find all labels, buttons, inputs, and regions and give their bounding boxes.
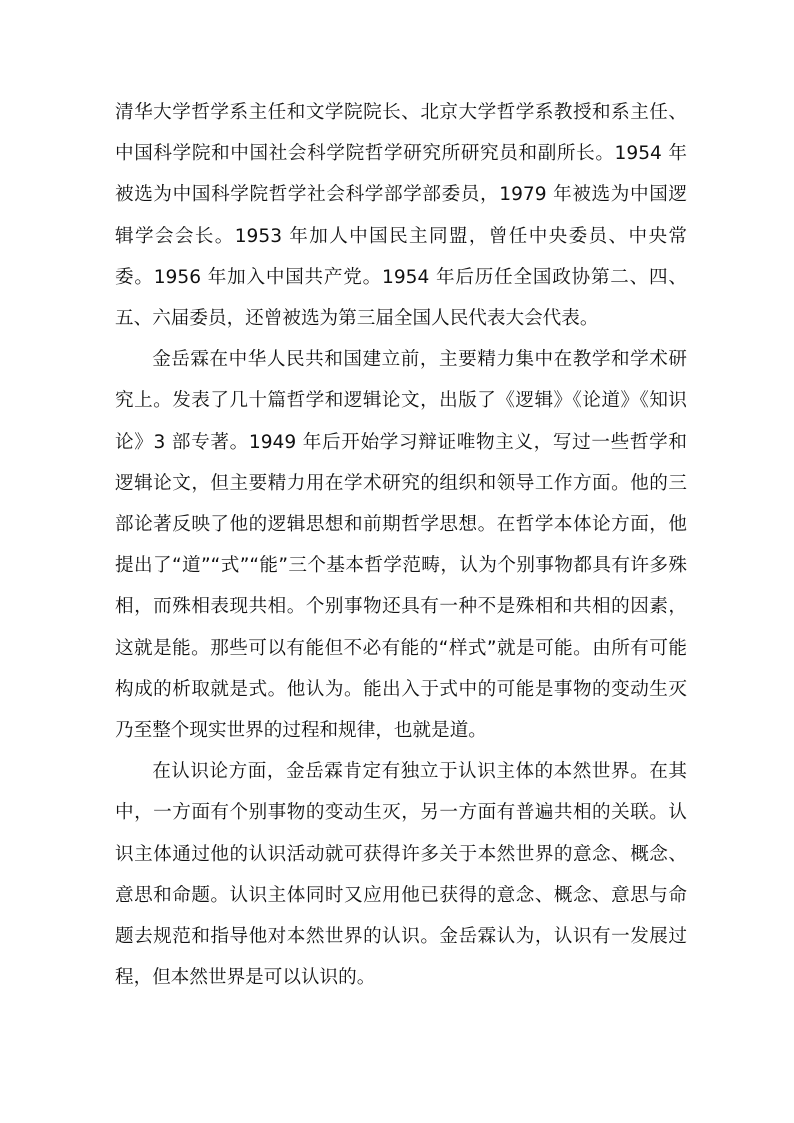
document-body bbox=[115, 92, 687, 998]
paragraph-2: 金岳霖在中华人民共和国建立前，主要精力集中在教学和学术研究上。发表了几十篇哲学和逻辑论文，出版了《逻辑》《论道》《知识论》3 部专著。1949 年后开始学习辩证唯物主义，写过一些哲学和逻辑论文，但主要精力用在学术研究的组织和领导工作方面。他的三部论著反映了他的逻辑思想和前期哲学思想。在哲学本体论方面，他提出了“道”“式”“能”三个基本哲学范畴，认为个别事物都具有许多殊相，而殊相表现共相。个别事物还具有一种不是殊相和共相的因素，这就是能。那些可以有能但不必有能的“样式”就是可能。由所有可能构成的析取就是式。他认为。能出入于式中的可能是事物的变动生灭乃至整个现实世界的过程和规律，也就是道。 bbox=[115, 349, 687, 742]
paragraph-1: 清华大学哲学系主任和文学院院长、北京大学哲学系教授和系主任、中国科学院和中国社会科学院哲学研究所研究员和副所长。1954 年被选为中国科学院哲学社会科学部学部委员，1979 年被选为中国逻辑学会会长。1953 年加人中国民主同盟，曾任中央委员、中央常委。1956 年加入中国共产党。1954 年后历任全国政协第二、四、五、六届委员，还曾被选为第三届全国人民代表大会代表。 bbox=[115, 102, 687, 330]
paragraph-3: 在认识论方面，金岳霖肯定有独立于认识主体的本然世界。在其中，一方面有个别事物的变动生灭，另一方面有普遍共相的关联。认识主体通过他的认识活动就可获得许多关于本然世界的意念、概念、意思和命题。认识主体同时又应用他已获得的意念、概念、意思与命题去规范和指导他对本然世界的认识。金岳霖认为，认识有一发展过程，但本然世界是可以认识的。 bbox=[115, 761, 687, 989]
